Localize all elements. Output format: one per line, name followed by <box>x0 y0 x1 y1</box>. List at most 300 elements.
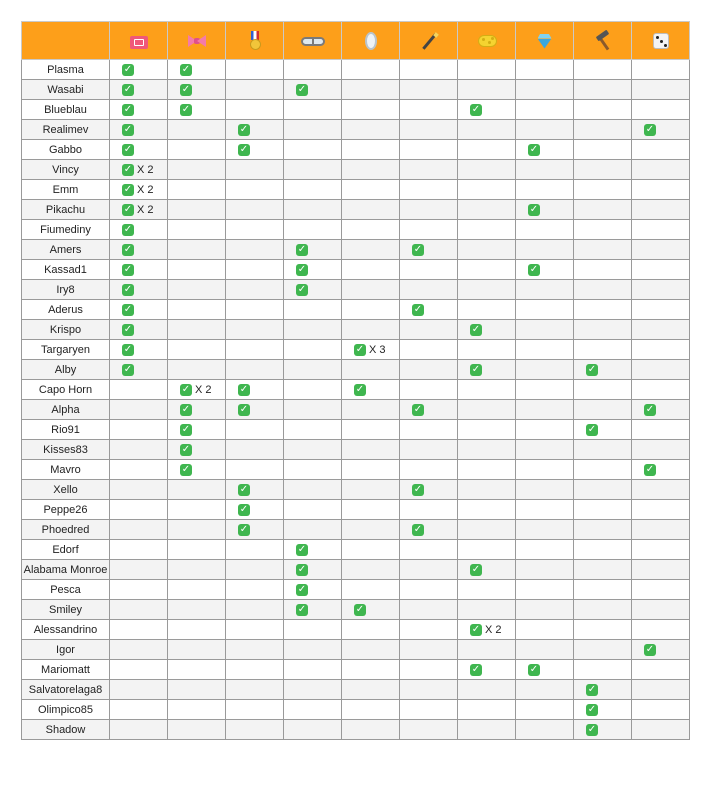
award-cell <box>516 280 574 300</box>
player-name: Aderus <box>22 300 110 320</box>
table-body <box>22 60 690 740</box>
award-cell <box>458 240 516 260</box>
award-cell <box>284 320 342 340</box>
check-mark-icon: ✓ <box>181 103 191 115</box>
award-cell <box>400 120 458 140</box>
column-goggles <box>284 22 342 60</box>
award-cell <box>458 260 516 280</box>
award-cell <box>342 160 400 180</box>
award-cell <box>400 260 458 280</box>
award-cell <box>342 680 400 700</box>
award-cell <box>516 580 574 600</box>
player-name: Pesca <box>22 580 110 600</box>
award-cell <box>168 700 226 720</box>
award-cell <box>632 320 690 340</box>
check-mark-icon: ✓ <box>297 603 307 615</box>
award-cell <box>458 540 516 560</box>
award-cell <box>516 600 574 620</box>
award-cell <box>400 620 458 640</box>
award-cell <box>110 220 168 240</box>
check-mark-icon: ✓ <box>239 483 249 495</box>
award-cell <box>400 720 458 740</box>
check-mark-icon: ✓ <box>529 203 539 215</box>
sponge-icon <box>477 31 497 51</box>
table-row <box>22 180 690 200</box>
award-cell <box>632 460 690 480</box>
award-cell <box>284 640 342 660</box>
award-cell <box>458 400 516 420</box>
check-mark-icon: ✓ <box>355 343 365 355</box>
award-cell <box>226 140 284 160</box>
table-row <box>22 460 690 480</box>
award-cell <box>400 440 458 460</box>
award-cell <box>284 660 342 680</box>
award-cell <box>110 640 168 660</box>
award-cell <box>574 400 632 420</box>
award-cell <box>458 360 516 380</box>
award-cell <box>226 80 284 100</box>
check-mark-icon: ✓ <box>123 63 133 75</box>
award-cell <box>632 240 690 260</box>
check-mark-icon: ✓ <box>297 283 307 295</box>
award-cell <box>516 500 574 520</box>
award-cell <box>168 200 226 220</box>
player-name: Mariomatt <box>22 660 110 680</box>
award-cell <box>516 560 574 580</box>
award-cell <box>226 640 284 660</box>
award-cell <box>342 660 400 680</box>
award-cell <box>516 180 574 200</box>
award-cell <box>168 720 226 740</box>
check-mark-icon: ✓ <box>181 63 191 75</box>
award-cell <box>632 200 690 220</box>
table-row <box>22 200 690 220</box>
award-cell <box>110 140 168 160</box>
award-cell <box>342 500 400 520</box>
player-name: Wasabi <box>22 80 110 100</box>
award-cell <box>574 180 632 200</box>
award-cell <box>574 240 632 260</box>
award-cell <box>226 280 284 300</box>
player-name: Mavro <box>22 460 110 480</box>
table-row <box>22 220 690 240</box>
column-lens <box>342 22 400 60</box>
award-cell <box>110 360 168 380</box>
award-cell <box>458 200 516 220</box>
award-cell <box>342 560 400 580</box>
award-cell <box>516 400 574 420</box>
award-cell <box>574 220 632 240</box>
multiplier-label: X 2 <box>195 383 212 396</box>
award-cell <box>632 520 690 540</box>
table-row <box>22 580 690 600</box>
award-cell <box>574 260 632 280</box>
award-cell <box>400 420 458 440</box>
award-cell <box>168 680 226 700</box>
award-cell <box>632 260 690 280</box>
award-cell <box>168 620 226 640</box>
award-cell <box>226 180 284 200</box>
award-cell <box>110 720 168 740</box>
award-cell <box>284 680 342 700</box>
award-cell <box>284 240 342 260</box>
player-name: Alabama Monroe <box>22 560 110 580</box>
award-cell <box>110 180 168 200</box>
award-cell <box>168 240 226 260</box>
check-mark-icon: ✓ <box>297 263 307 275</box>
table-row <box>22 60 690 80</box>
award-cell <box>110 700 168 720</box>
check-mark-icon: ✓ <box>587 423 597 435</box>
table-row <box>22 280 690 300</box>
check-mark-icon: ✓ <box>587 683 597 695</box>
check-mark-icon: ✓ <box>297 83 307 95</box>
award-cell <box>342 240 400 260</box>
award-cell <box>516 680 574 700</box>
check-mark-icon: ✓ <box>123 203 133 215</box>
award-cell <box>284 200 342 220</box>
award-cell <box>516 260 574 280</box>
award-cell <box>632 180 690 200</box>
award-cell <box>632 100 690 120</box>
table-row <box>22 300 690 320</box>
award-cell <box>226 680 284 700</box>
award-cell <box>110 240 168 260</box>
award-cell <box>458 420 516 440</box>
award-cell <box>574 100 632 120</box>
award-cell <box>168 460 226 480</box>
award-cell <box>284 720 342 740</box>
award-cell <box>110 680 168 700</box>
check-mark-icon: ✓ <box>123 283 133 295</box>
player-name: Shadow <box>22 720 110 740</box>
award-cell <box>226 360 284 380</box>
player-name: Alpha <box>22 400 110 420</box>
column-ribbon <box>168 22 226 60</box>
award-cell <box>226 700 284 720</box>
check-mark-icon: ✓ <box>123 123 133 135</box>
award-cell <box>400 660 458 680</box>
award-cell <box>110 80 168 100</box>
award-cell <box>168 480 226 500</box>
award-cell <box>632 640 690 660</box>
award-cell <box>516 220 574 240</box>
check-mark-icon: ✓ <box>181 83 191 95</box>
table-row <box>22 420 690 440</box>
check-mark-icon: ✓ <box>123 83 133 95</box>
table-row <box>22 120 690 140</box>
table-row <box>22 680 690 700</box>
check-mark-icon: ✓ <box>529 263 539 275</box>
award-cell <box>284 360 342 380</box>
award-cell <box>168 60 226 80</box>
check-mark-icon: ✓ <box>181 403 191 415</box>
award-cell <box>574 560 632 580</box>
award-cell <box>574 640 632 660</box>
player-name: Smiley <box>22 600 110 620</box>
award-cell <box>632 480 690 500</box>
award-cell <box>284 600 342 620</box>
award-cell <box>632 60 690 80</box>
award-cell <box>574 280 632 300</box>
award-cell <box>574 700 632 720</box>
check-mark-icon: ✓ <box>123 343 133 355</box>
award-cell <box>458 640 516 660</box>
award-cell <box>226 200 284 220</box>
check-mark-icon: ✓ <box>239 383 249 395</box>
check-mark-icon: ✓ <box>239 123 249 135</box>
award-cell <box>458 320 516 340</box>
award-cell <box>632 220 690 240</box>
check-mark-icon: ✓ <box>239 523 249 535</box>
player-name: Plasma <box>22 60 110 80</box>
player-name: Phoedred <box>22 520 110 540</box>
award-cell <box>458 580 516 600</box>
award-cell <box>110 520 168 540</box>
award-cell <box>458 700 516 720</box>
award-cell <box>226 260 284 280</box>
check-mark-icon: ✓ <box>645 123 655 135</box>
award-cell <box>400 680 458 700</box>
table-row <box>22 500 690 520</box>
award-cell <box>458 480 516 500</box>
player-name: Peppe26 <box>22 500 110 520</box>
award-cell <box>516 540 574 560</box>
award-cell <box>400 560 458 580</box>
award-cell <box>516 440 574 460</box>
check-mark-icon: ✓ <box>123 103 133 115</box>
award-cell <box>284 560 342 580</box>
award-cell <box>168 160 226 180</box>
award-cell <box>632 380 690 400</box>
award-cell <box>284 280 342 300</box>
award-cell <box>168 600 226 620</box>
award-cell <box>168 640 226 660</box>
award-cell <box>226 300 284 320</box>
award-cell <box>400 460 458 480</box>
award-cell <box>168 540 226 560</box>
award-cell <box>632 560 690 580</box>
award-cell <box>110 380 168 400</box>
table-row <box>22 620 690 640</box>
award-cell <box>516 140 574 160</box>
check-mark-icon: ✓ <box>413 243 423 255</box>
award-cell <box>168 560 226 580</box>
award-cell <box>458 380 516 400</box>
award-cell <box>516 480 574 500</box>
award-cell <box>516 640 574 660</box>
award-cell <box>342 700 400 720</box>
award-cell <box>400 340 458 360</box>
check-mark-icon: ✓ <box>587 703 597 715</box>
award-cell <box>284 260 342 280</box>
award-cell <box>168 520 226 540</box>
award-cell <box>574 440 632 460</box>
award-cell <box>226 340 284 360</box>
award-cell <box>458 160 516 180</box>
award-cell <box>226 240 284 260</box>
award-cell <box>342 400 400 420</box>
award-cell <box>226 460 284 480</box>
check-mark-icon: ✓ <box>645 463 655 475</box>
award-cell <box>342 100 400 120</box>
award-cell <box>516 660 574 680</box>
award-cell <box>226 400 284 420</box>
award-cell <box>226 560 284 580</box>
award-cell <box>342 300 400 320</box>
award-cell <box>342 520 400 540</box>
check-mark-icon: ✓ <box>645 643 655 655</box>
award-cell <box>284 460 342 480</box>
award-cell <box>458 500 516 520</box>
award-cell <box>110 340 168 360</box>
award-cell <box>284 500 342 520</box>
column-gem <box>516 22 574 60</box>
award-cell <box>400 360 458 380</box>
award-cell <box>284 140 342 160</box>
award-cell <box>400 180 458 200</box>
player-name: Fiumediny <box>22 220 110 240</box>
award-cell <box>284 60 342 80</box>
award-cell <box>168 300 226 320</box>
award-cell <box>574 580 632 600</box>
check-mark-icon: ✓ <box>123 243 133 255</box>
award-cell <box>168 140 226 160</box>
award-cell <box>110 440 168 460</box>
award-cell <box>110 100 168 120</box>
award-cell <box>632 420 690 440</box>
award-table <box>21 21 690 740</box>
award-cell <box>342 380 400 400</box>
award-cell <box>574 60 632 80</box>
award-cell <box>574 540 632 560</box>
award-cell <box>516 320 574 340</box>
award-cell <box>110 600 168 620</box>
column-hammer <box>574 22 632 60</box>
ticket-icon <box>130 36 148 49</box>
multiplier-label: X 2 <box>137 163 154 176</box>
award-cell <box>400 300 458 320</box>
table-row <box>22 700 690 720</box>
award-cell <box>632 700 690 720</box>
award-cell <box>458 600 516 620</box>
player-name: Iry8 <box>22 280 110 300</box>
award-cell <box>168 360 226 380</box>
award-cell <box>342 540 400 560</box>
award-cell <box>342 360 400 380</box>
award-cell <box>284 160 342 180</box>
award-cell <box>342 260 400 280</box>
award-cell <box>168 100 226 120</box>
table-row <box>22 140 690 160</box>
table-row <box>22 80 690 100</box>
award-cell <box>458 560 516 580</box>
award-cell <box>400 100 458 120</box>
award-cell <box>632 120 690 140</box>
award-cell <box>342 340 400 360</box>
award-cell <box>226 420 284 440</box>
award-cell <box>342 600 400 620</box>
check-mark-icon: ✓ <box>413 303 423 315</box>
award-cell <box>168 440 226 460</box>
award-cell <box>632 440 690 460</box>
award-cell <box>226 320 284 340</box>
award-cell <box>168 400 226 420</box>
award-cell <box>168 180 226 200</box>
check-mark-icon: ✓ <box>413 483 423 495</box>
award-cell <box>284 100 342 120</box>
award-cell <box>342 180 400 200</box>
award-cell <box>574 460 632 480</box>
check-mark-icon: ✓ <box>529 143 539 155</box>
award-cell <box>516 120 574 140</box>
award-cell <box>226 440 284 460</box>
award-cell <box>110 580 168 600</box>
award-cell <box>342 60 400 80</box>
check-mark-icon: ✓ <box>587 363 597 375</box>
award-cell <box>342 420 400 440</box>
player-name: Amers <box>22 240 110 260</box>
table-row <box>22 560 690 580</box>
check-mark-icon: ✓ <box>181 423 191 435</box>
award-cell <box>458 220 516 240</box>
award-cell <box>458 440 516 460</box>
award-cell <box>400 280 458 300</box>
award-cell <box>632 540 690 560</box>
award-cell <box>110 500 168 520</box>
award-cell <box>342 480 400 500</box>
gem-icon <box>535 31 555 51</box>
award-cell <box>168 320 226 340</box>
table-row <box>22 640 690 660</box>
table-row <box>22 340 690 360</box>
award-cell <box>574 340 632 360</box>
player-name: Realimev <box>22 120 110 140</box>
award-cell <box>516 420 574 440</box>
check-mark-icon: ✓ <box>181 463 191 475</box>
award-cell <box>574 200 632 220</box>
award-cell <box>110 560 168 580</box>
award-cell <box>168 120 226 140</box>
award-cell <box>574 620 632 640</box>
table-row <box>22 660 690 680</box>
check-mark-icon: ✓ <box>123 323 133 335</box>
award-cell <box>516 700 574 720</box>
award-cell <box>574 720 632 740</box>
award-cell <box>226 160 284 180</box>
lens-icon <box>361 31 381 51</box>
table-row <box>22 260 690 280</box>
award-cell <box>110 420 168 440</box>
check-mark-icon: ✓ <box>123 303 133 315</box>
check-mark-icon: ✓ <box>413 403 423 415</box>
table-row <box>22 100 690 120</box>
award-cell <box>110 620 168 640</box>
award-cell <box>458 300 516 320</box>
player-name: Blueblau <box>22 100 110 120</box>
award-cell <box>342 220 400 240</box>
award-cell <box>632 300 690 320</box>
check-mark-icon: ✓ <box>297 583 307 595</box>
award-cell <box>458 720 516 740</box>
award-cell <box>458 80 516 100</box>
check-mark-icon: ✓ <box>471 623 481 635</box>
award-cell <box>168 380 226 400</box>
award-cell <box>400 640 458 660</box>
multiplier-label: X 3 <box>369 343 386 356</box>
award-cell <box>574 600 632 620</box>
award-cell <box>516 720 574 740</box>
